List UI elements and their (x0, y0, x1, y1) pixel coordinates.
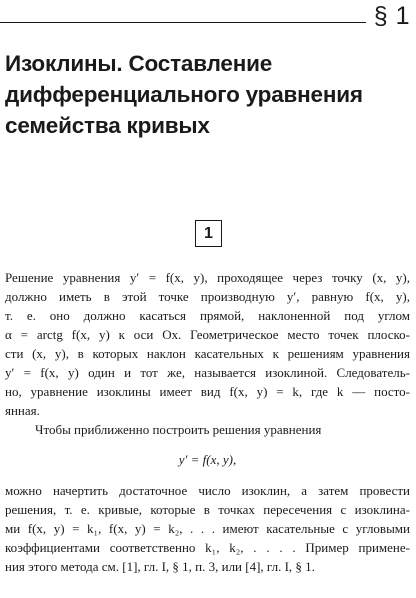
text-line: коэффициентами соответственно k₁, k₂, . . . . Пример примене- (5, 540, 410, 555)
section-number: § 1 (373, 2, 410, 30)
body-text (5, 268, 410, 576)
text-line: можно начертить достаточное число изоклин, а затем провести (5, 483, 410, 498)
header-rule (0, 22, 366, 23)
display-equation: y′ = f(x, y), (178, 452, 237, 467)
paragraph-lead-in (5, 420, 410, 439)
text-line: янная. (5, 403, 40, 418)
text-line: сти (x, y), в которых наклон касательных к решениям уравнения (5, 346, 410, 361)
text-line: ми f(x, y) = k₁, f(x, y) = k₂, . . . имеют касательные с угловыми (5, 521, 410, 536)
text-line: т. е. оно должно касаться прямой, наклоненной под углом (5, 308, 410, 323)
text-line: должно иметь в этой точке производную y′, равную f(x, y), (5, 289, 410, 304)
text-line: y′ = f(x, y) один и тот же, называется изоклиной. Следователь- (5, 365, 410, 380)
text-line: α = arctg f(x, y) к оси Ox. Геометрическое место точек плоско- (5, 327, 410, 342)
text-line: ния этого метода см. [1], гл. I, § 1, п. 3, или [4], гл. I, § 1. (5, 559, 315, 574)
problem-number-box: 1 (195, 220, 222, 247)
paragraph-isocline-definition (5, 268, 410, 420)
chapter-title: Изоклины. Составление дифференциального уравнения семейства кривых (5, 51, 363, 138)
text-line: Чтобы приближенно построить решения уравнения (35, 422, 322, 437)
text-line: но, уравнение изоклины имеет вид f(x, y) = k, где k — посто- (5, 384, 410, 399)
text-line: Решение уравнения y′ = f(x, y), проходящее через точку (x, y), (5, 270, 410, 285)
text-line: решения, т. е. кривые, которые в точках пересечения с изоклина- (5, 502, 410, 517)
paragraph-method (5, 481, 410, 576)
